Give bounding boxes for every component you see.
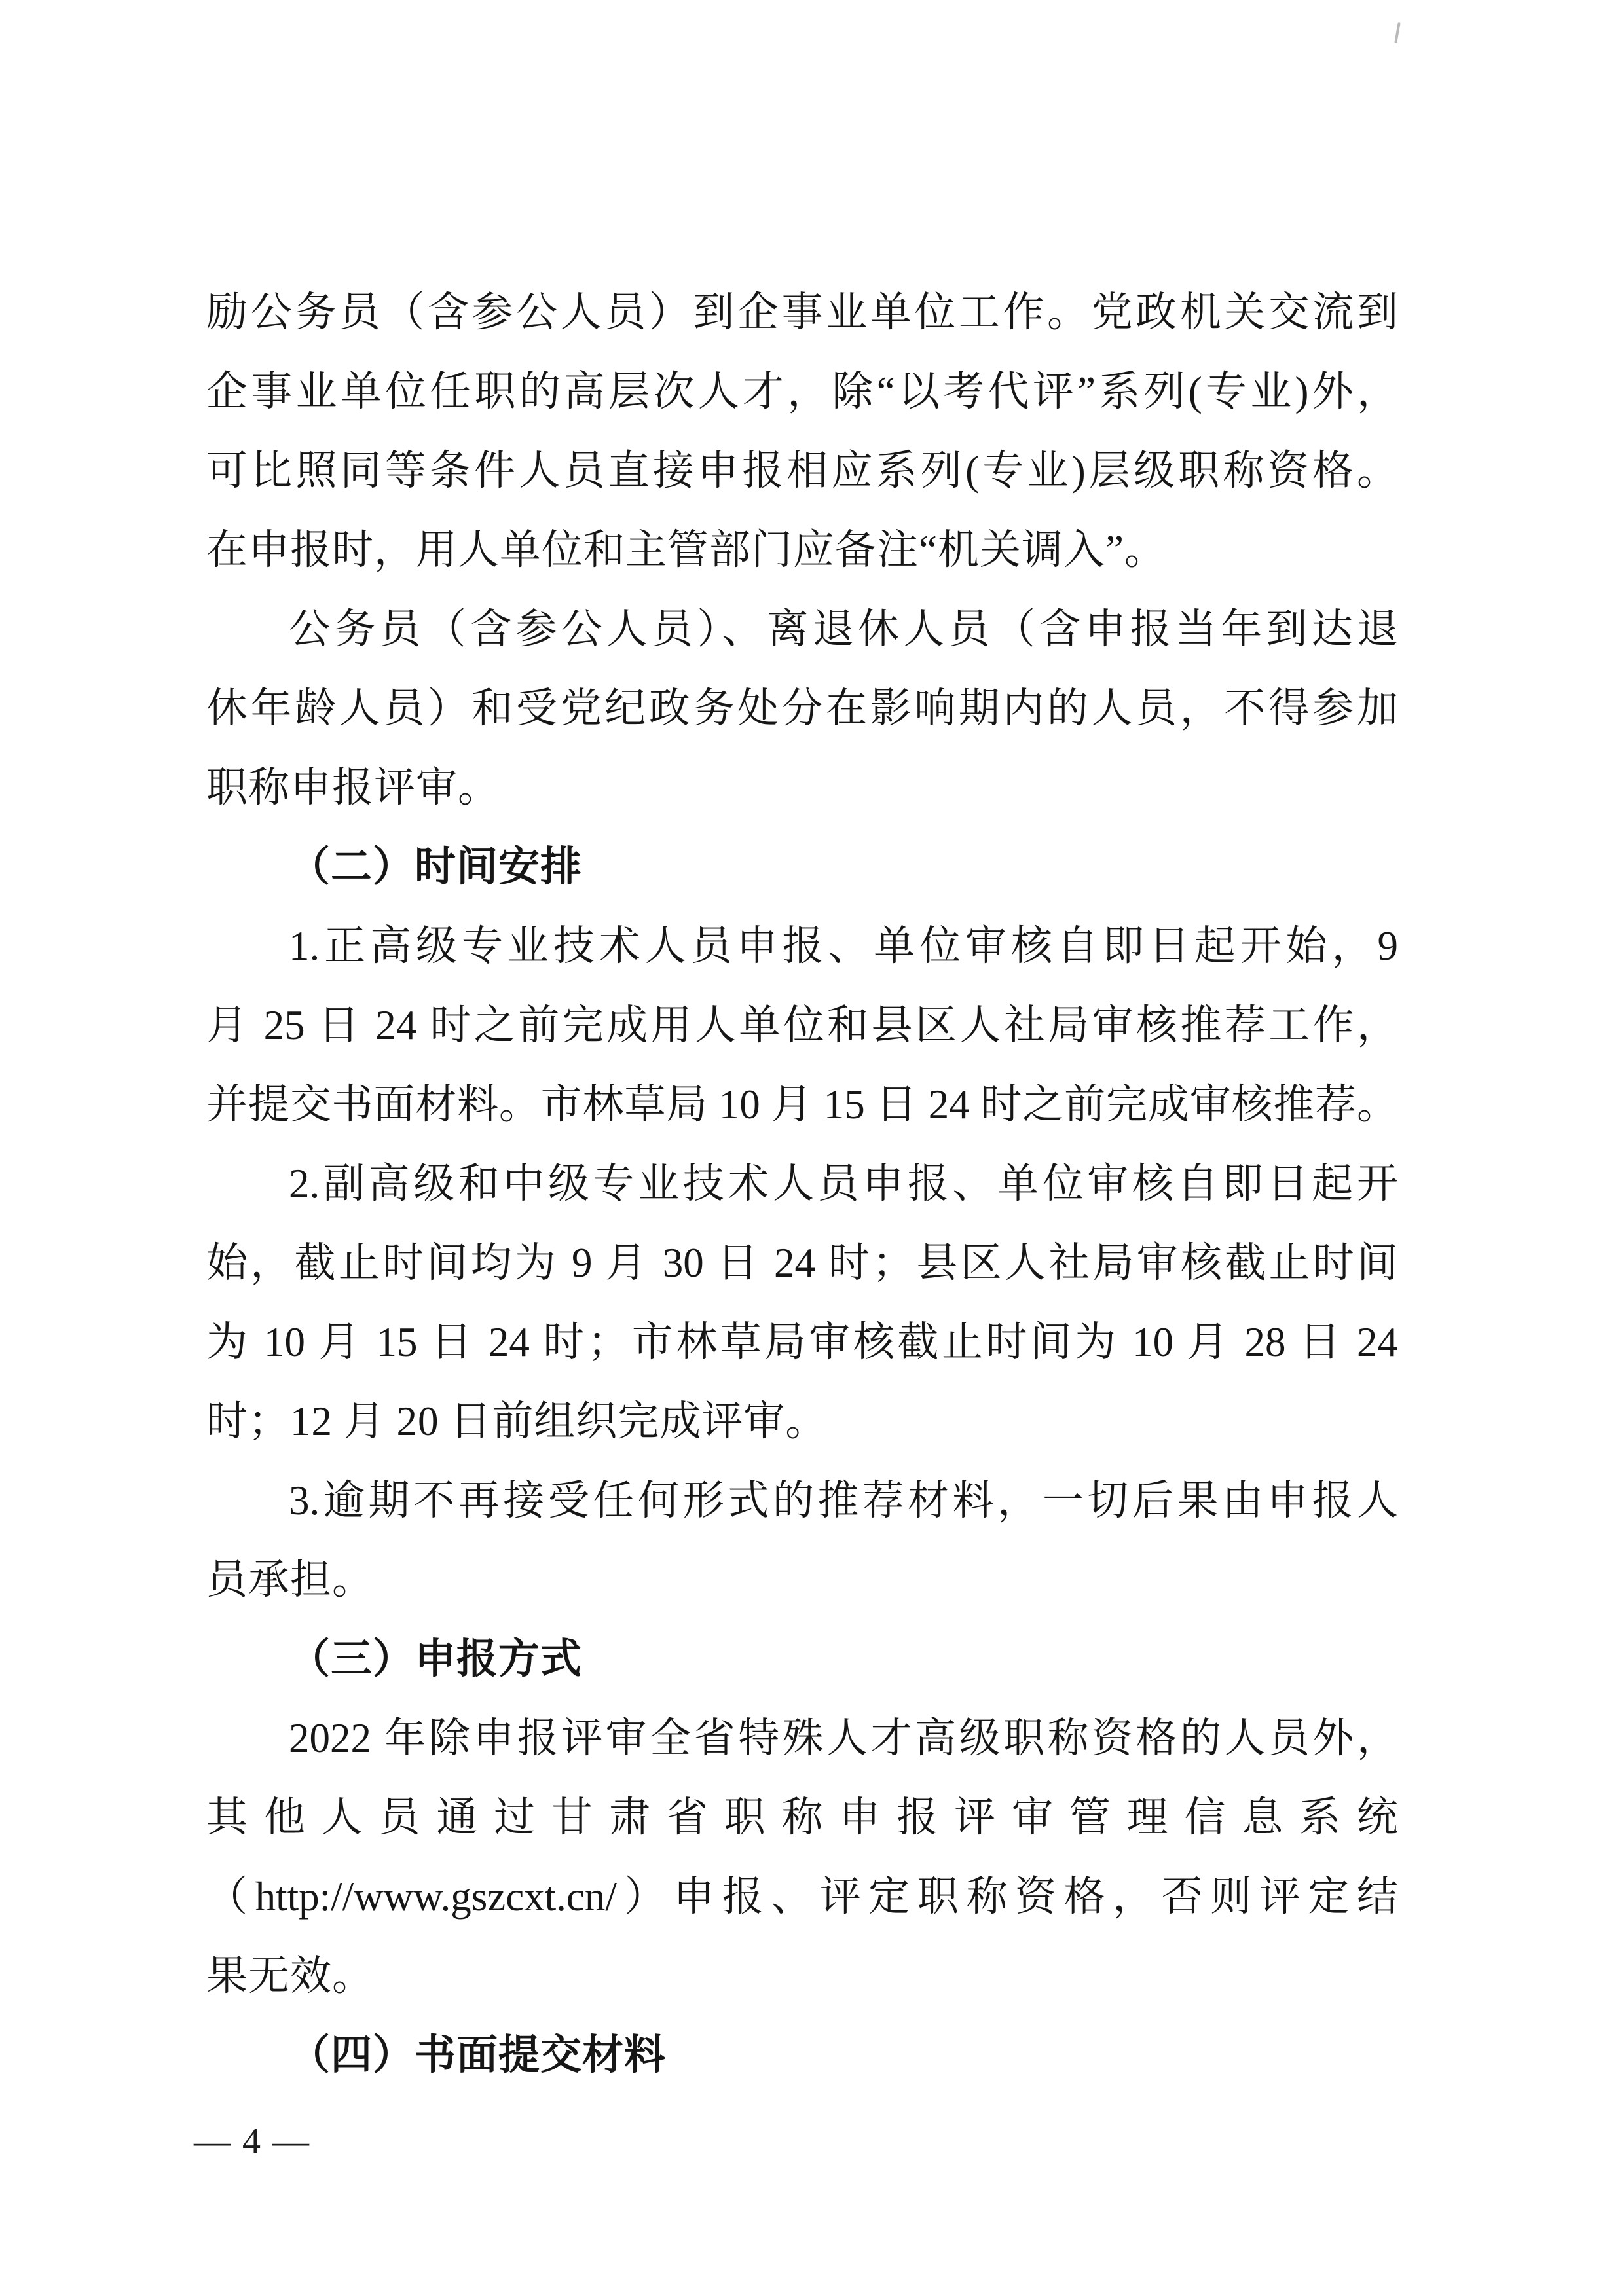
text-line: 2.副高级和中级专业技术人员申报、单位审核自即日起开	[289, 1161, 1398, 1207]
text-line: 其他人员通过甘肃省职称申报评审管理信息系统	[206, 1795, 1398, 1840]
section-heading-written-materials: （四）书面提交材料	[289, 2032, 666, 2078]
text-line: 始，截止时间均为 9 月 30 日 24 时；县区人社局审核截止时间	[206, 1240, 1398, 1286]
text-line: 为 10 月 15 日 24 时；市林草局审核截止时间为 10 月 28 日 24	[206, 1319, 1398, 1365]
text-line: 企事业单位任职的高层次人才，除“以考代评”系列(专业)外，	[206, 369, 1398, 414]
page-number: — 4 —	[194, 2121, 310, 2162]
text-line: 在申报时，用人单位和主管部门应备注“机关调入”。	[206, 527, 1166, 573]
text-line: 职称申报评审。	[206, 765, 500, 811]
text-line: 果无效。	[206, 1953, 374, 1999]
text-line: 1.正高级专业技术人员申报、单位审核自即日起开始，9	[289, 923, 1398, 969]
text-line: 可比照同等条件人员直接申报相应系列(专业)层级职称资格。	[206, 448, 1398, 494]
section-heading-time-arrangement: （二）时间安排	[289, 844, 582, 890]
section-heading-application-method: （三）申报方式	[289, 1636, 582, 1682]
text-line: 3.逾期不再接受任何形式的推荐材料，一切后果由申报人	[289, 1478, 1398, 1523]
text-line-url: （http://www.gszcxt.cn/）申报、评定职称资格，否则评定结	[206, 1874, 1398, 1920]
text-line: 2022 年除申报评审全省特殊人才高级职称资格的人员外，	[289, 1715, 1398, 1761]
text-line: 励公务员（含参公人员）到企事业单位工作。党政机关交流到	[206, 289, 1398, 335]
text-line: 公务员（含参公人员）、离退休人员（含申报当年到达退	[289, 606, 1398, 652]
scan-artifact	[1394, 22, 1400, 43]
text-line: 休年龄人员）和受党纪政务处分在影响期内的人员，不得参加	[206, 685, 1398, 731]
text-line: 员承担。	[206, 1557, 374, 1603]
document-body	[206, 273, 1398, 2095]
text-line: 月 25 日 24 时之前完成用人单位和县区人社局审核推荐工作，	[206, 1002, 1398, 1048]
text-line: 并提交书面材料。市林草局 10 月 15 日 24 时之前完成审核推荐。	[206, 1082, 1398, 1127]
text-line: 时；12 月 20 日前组织完成评审。	[206, 1398, 828, 1444]
